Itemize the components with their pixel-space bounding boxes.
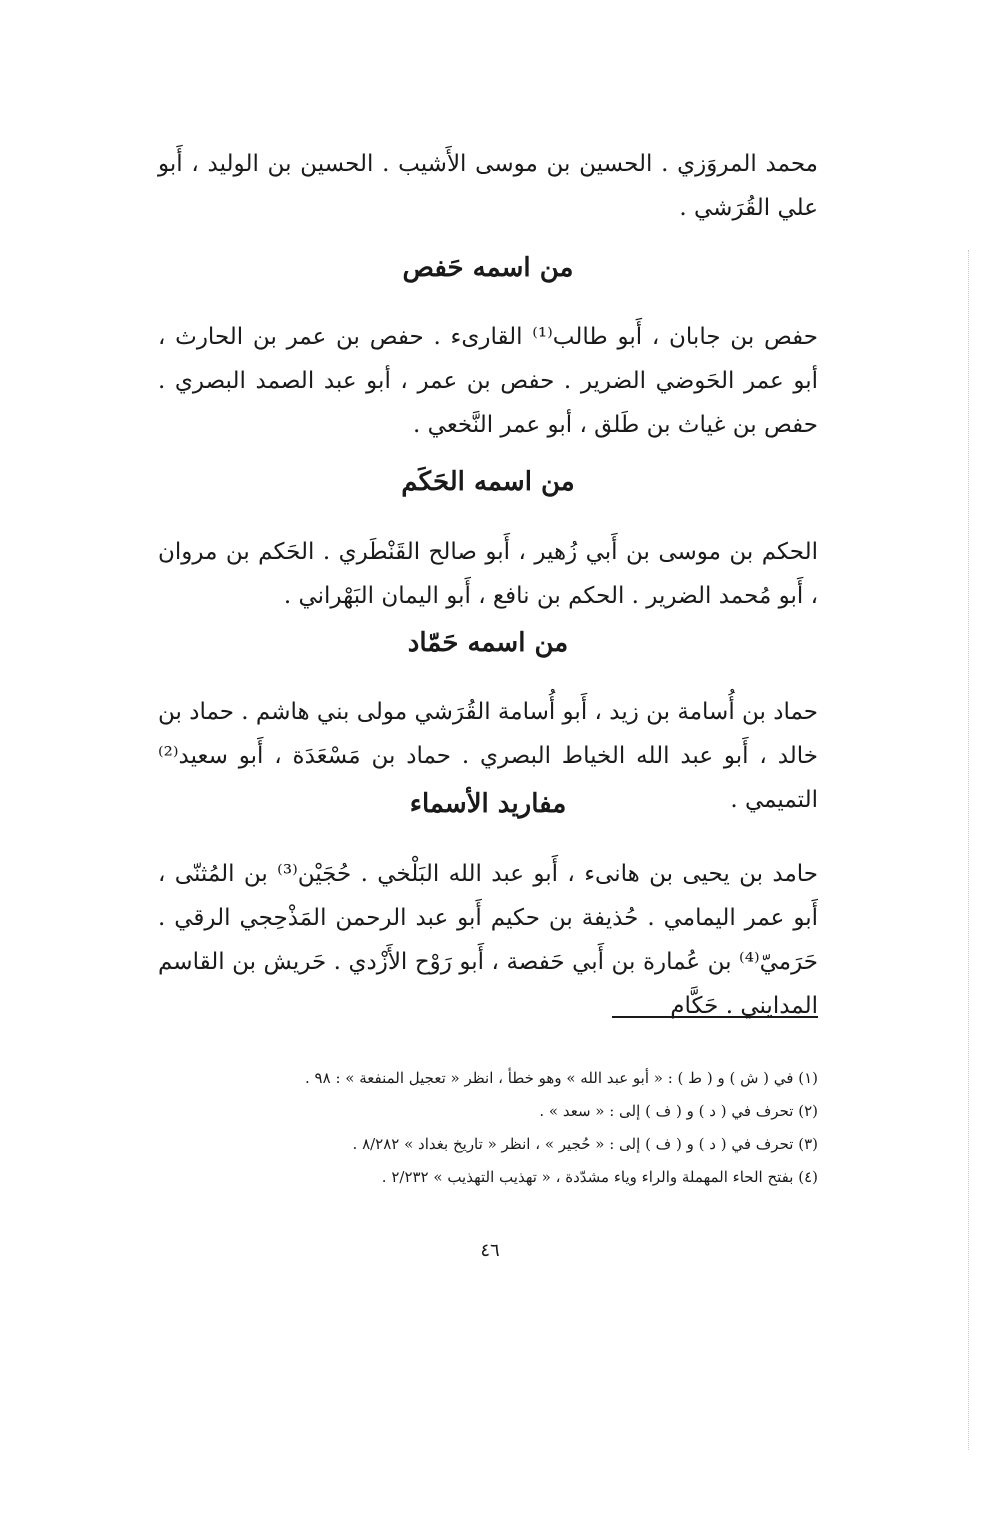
- footnote-1: (١) في ( ش ) و ( ط ) : « أبو عبد الله » وهو خطأ ، انظر « تعجيل المنفعة » : ٩٨ .: [305, 1069, 818, 1087]
- hakam-paragraph: [158, 530, 818, 618]
- heading-hafs: من اسمه حَفص: [402, 253, 574, 283]
- heading-mafarid: مفاريد الأسماء: [409, 789, 567, 819]
- intro-paragraph: [158, 142, 818, 230]
- footnote-3: (٣) تحرف في ( د ) و ( ف ) إلى : « حُجير » ، انظر « تاريخ بغداد » ٨/٢٨٢ .: [352, 1135, 818, 1153]
- footnotes-list: [220, 1062, 818, 1194]
- footnote-2: (٢) تحرف في ( د ) و ( ف ) إلى : « سعد » .: [539, 1102, 818, 1120]
- paragraph-text: حماد بن أُسامة بن زيد ، أَبو أُسامة القُرَشي مولى بني هاشم . حماد بن خالد ، أَبو عبد الله الخياط البصري . حماد بن مَسْعَدَة ، أَبو سعيد⁽²⁾ التميمي .: [157, 699, 818, 813]
- footnote-4: (٤) بفتح الحاء المهملة والراء وياء مشدّدة ، « تهذيب التهذيب » ٢/٢٣٢ .: [381, 1168, 818, 1186]
- page-number: ٤٦: [480, 1240, 500, 1261]
- paragraph-text: حامد بن يحيى بن هانىء ، أَبو عبد الله البَلْخي . حُجَيْن⁽³⁾ بن المُثنّى ، أَبو عمر اليمامي . حُذيفة بن حكيم أَبو عبد الرحمن المَذْحِجي الرقي . حَرَميّ⁽⁴⁾ بن عُمارة بن أَبي حَفصة ، أَبو رَوْح الأَزْدي . حَريش بن القاسم المدايني . حَكَّام: [158, 861, 818, 1019]
- heading-hakam: من اسمه الحَكَم: [401, 467, 575, 497]
- footnote-divider: [612, 1016, 818, 1018]
- scan-edge-line: [968, 250, 969, 1450]
- hafs-paragraph: [158, 315, 818, 447]
- heading-hammad: من اسمه حَمّاد: [407, 628, 569, 658]
- mafarid-paragraph: [158, 852, 818, 1028]
- paragraph-text: حفص بن جابان ، أَبو طالب⁽¹⁾ القارىء . حفص بن عمر بن الحارث ، أبو عمر الحَوضي الضرير . حفص بن عمر ، أبو عبد الصمد البصري . حفص بن غياث بن طَلق ، أبو عمر النَّخعي .: [158, 324, 818, 438]
- paragraph-text: الحكم بن موسى بن أَبي زُهير ، أَبو صالح القَنْطَري . الحَكم بن مروان ، أَبو مُحمد الضرير . الحكم بن نافع ، أَبو اليمان البَهْراني .: [158, 539, 818, 609]
- paragraph-text: محمد المروَزي . الحسين بن موسى الأَشيب . الحسين بن الوليد ، أَبو علي القُرَشي .: [158, 151, 818, 221]
